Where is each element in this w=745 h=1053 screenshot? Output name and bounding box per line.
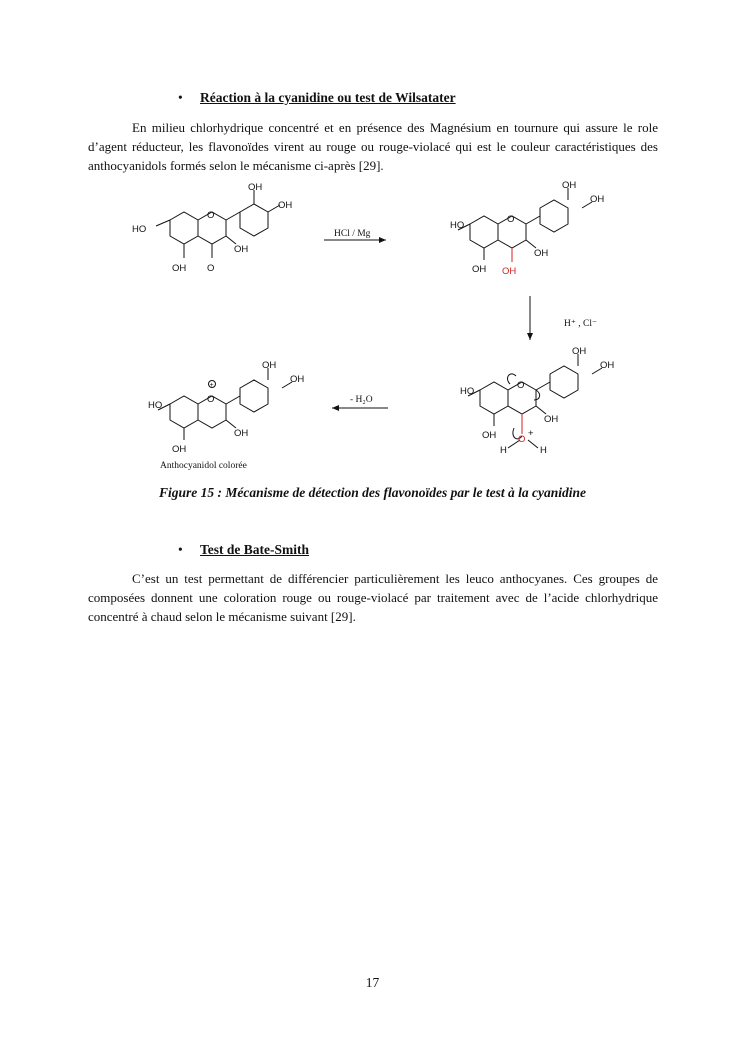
label-oh: OH — [262, 360, 277, 371]
label-ho: HO — [450, 220, 465, 231]
section-title: Réaction à la cyanidine ou test de Wilsatater — [200, 90, 456, 105]
label-oh: OH — [472, 264, 487, 275]
label-ho: HO — [460, 386, 475, 397]
product-label: Anthocyanidol colorée — [160, 461, 247, 471]
label-o: O — [507, 214, 515, 225]
reagent-minus-h2o: - H₂O — [350, 395, 373, 405]
label-oh: OH — [590, 194, 605, 205]
paragraph-cyanidine: En milieu chlorhydrique concentré et en présence des Magnésium en tournure qui assure le role d’agent réducteur, les flavonoïdes virent au rouge ou rouge-violacé qui est le couleur caractéristiques des anthocyanidols formés selon le mécanisme ci-après [29]. — [88, 120, 658, 173]
label-oh-red: OH — [502, 266, 517, 277]
label-h: H — [500, 445, 507, 456]
paragraph-bate-smith: C’est un test permettant de différencier particulièrement les leuco anthocyanes. Ces groupes de composées donnent une coloration rouge ou rouge-violacé par traitement avec de l’acide chlorhydrique concentré à chaud selon le mécanisme suivant [29]. — [88, 571, 658, 624]
label-oh: OH — [248, 182, 263, 193]
label-ho: HO — [148, 400, 163, 411]
label-oh: OH — [172, 263, 187, 274]
label-o: O — [517, 380, 525, 391]
label-h: H — [540, 445, 547, 456]
label-o: O — [207, 394, 215, 405]
bullet: • — [178, 542, 183, 557]
molecule-flavonol — [132, 182, 292, 274]
label-oh: OH — [234, 244, 249, 255]
reagent-hcl-mg: HCl / Mg — [334, 229, 371, 239]
figure-reaction-mechanism — [120, 178, 620, 476]
label-oh: OH — [172, 444, 187, 455]
label-o: O — [207, 210, 215, 221]
label-o: O — [207, 263, 215, 274]
molecule-intermediate — [460, 346, 614, 456]
section-heading-bate-smith — [178, 542, 309, 558]
label-oh: OH — [234, 428, 249, 439]
reagent-h-cl: H⁺ , Cl⁻ — [564, 319, 597, 329]
label-oh: OH — [278, 200, 293, 211]
label-oh: OH — [534, 248, 549, 259]
section-heading-cyanidine — [178, 90, 456, 106]
figure-caption: Figure 15 : Mécanisme de détection des flavonoïdes par le test à la cyanidine — [158, 485, 587, 500]
molecule-anthocyanidol — [148, 360, 304, 455]
page-number: 17 — [365, 975, 380, 990]
bullet: • — [178, 90, 183, 105]
label-oh: OH — [290, 374, 305, 385]
label-o-red: O — [518, 434, 526, 445]
label-oh: OH — [544, 414, 559, 425]
label-oh: OH — [572, 346, 587, 357]
label-plus: + — [209, 382, 214, 389]
label-oh: OH — [600, 360, 615, 371]
label-plus: + — [528, 428, 534, 439]
label-oh: OH — [562, 180, 577, 191]
section-title: Test de Bate-Smith — [200, 542, 310, 557]
label-oh: OH — [482, 430, 497, 441]
label-ho: HO — [132, 224, 147, 235]
molecule-reduced — [450, 180, 604, 277]
